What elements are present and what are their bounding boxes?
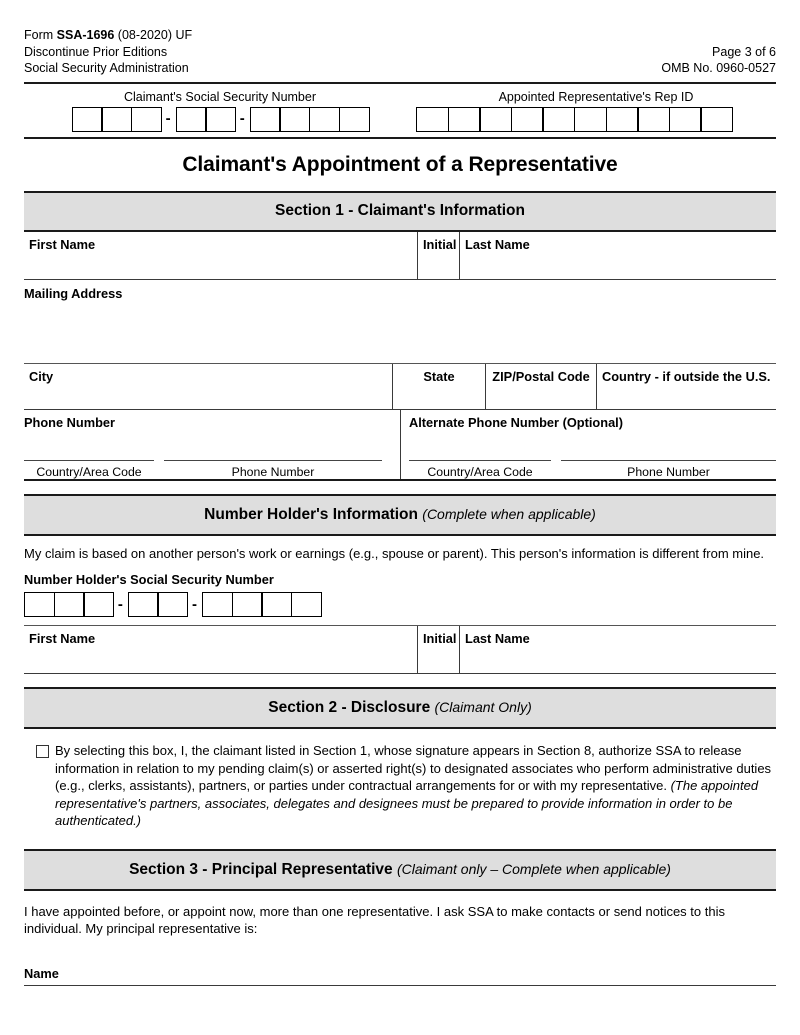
nh-first-name-field[interactable]: [24, 626, 417, 673]
ssn-digit-box[interactable]: [279, 107, 310, 132]
rep-id-label: Appointed Representative's Rep ID: [498, 89, 694, 104]
zip-label: ZIP/Postal Code: [492, 368, 590, 384]
ssn-part-1[interactable]: [72, 107, 161, 132]
state-label: State: [423, 368, 455, 384]
number-holder-title: Number Holder's Information: [204, 505, 423, 523]
identifier-row: [24, 90, 776, 132]
section-3-body: I have appointed before, or appoint now, more than one representative. I ask SSA to make contacts or send notices to this individual. My principal representative is:: [24, 903, 725, 936]
primary-country-area-code-input[interactable]: [24, 460, 154, 479]
nh-ssn-part-1[interactable]: [24, 592, 113, 617]
state-field[interactable]: [392, 364, 485, 409]
nh-ssn-separator: -: [192, 595, 198, 613]
country-field[interactable]: [596, 364, 776, 409]
claimant-initial-field[interactable]: [417, 232, 459, 279]
section-1-header: [24, 191, 776, 232]
number-holder-note: (Complete when applicable): [422, 505, 596, 522]
alternate-phone-number-label: Phone Number: [627, 464, 710, 479]
rep-id-box[interactable]: [669, 107, 702, 132]
ssn-separator: -: [165, 110, 171, 127]
nh-ssn-part-2[interactable]: [128, 592, 187, 617]
alternate-phone-number-input[interactable]: [561, 460, 776, 479]
city-field[interactable]: [24, 364, 392, 409]
section-1-title: Section 1 - Claimant's Information: [275, 201, 525, 219]
rep-id-boxes[interactable]: [416, 107, 776, 132]
identifier-divider: [24, 137, 776, 139]
section-2-note: (Claimant Only): [434, 699, 532, 715]
primary-country-area-code-label: Country/Area Code: [36, 464, 142, 479]
number-holder-ssn-label: Number Holder's Social Security Number: [24, 572, 274, 587]
city-label: City: [29, 368, 54, 384]
nh-ssn-digit-box[interactable]: [83, 592, 114, 617]
nh-ssn-digit-box[interactable]: [157, 592, 188, 617]
agency-name: Social Security Administration: [24, 61, 189, 75]
ssn-part-3[interactable]: [250, 107, 368, 132]
header-divider: [24, 82, 776, 84]
ssn-separator: -: [239, 110, 245, 127]
rep-id-box[interactable]: [574, 107, 607, 132]
number-holder-statement: My claim is based on another person's work or earnings (e.g., spouse or parent). This person's information is different from mine.: [24, 545, 765, 561]
nh-ssn-digit-box[interactable]: [24, 592, 55, 617]
form-header-right: [661, 27, 776, 77]
form-number: SSA-1696: [56, 28, 115, 42]
claimant-ssn-boxes[interactable]: [24, 107, 416, 132]
ssn-digit-box[interactable]: [339, 107, 370, 132]
form-edition: (08-2020) UF: [114, 28, 193, 42]
section-3-note: (Claimant only – Complete when applicable): [396, 860, 671, 877]
mailing-address-label: Mailing Address: [24, 285, 123, 301]
nh-ssn-digit-box[interactable]: [128, 592, 159, 617]
nh-last-name-field[interactable]: [459, 626, 776, 673]
discontinue-prior-editions: Discontinue Prior Editions: [24, 44, 168, 59]
rep-id-box[interactable]: [700, 107, 733, 132]
nh-ssn-separator: -: [117, 595, 123, 613]
city-state-zip-row: [24, 364, 776, 410]
nh-ssn-digit-box[interactable]: [202, 592, 233, 617]
claimant-first-name-label: First Name: [29, 236, 96, 252]
mailing-address-input[interactable]: [24, 301, 776, 363]
principal-representative-name-input[interactable]: [24, 985, 776, 986]
nh-last-name-label: Last Name: [465, 631, 530, 646]
section-2-title: Section 2 - Disclosure: [268, 699, 435, 716]
form-header-left: [24, 27, 192, 77]
nh-ssn-digit-box[interactable]: [54, 592, 85, 617]
nh-first-name-label: First Name: [29, 631, 96, 646]
rep-id-box[interactable]: [637, 107, 670, 132]
claimant-initial-label: Initial: [423, 236, 457, 252]
primary-phone-inputs: [24, 460, 400, 479]
form-header: [24, 0, 776, 77]
page-title: Claimant's Appointment of a Representative: [182, 152, 618, 176]
nh-initial-field[interactable]: [417, 626, 459, 673]
ssn-part-2[interactable]: [176, 107, 235, 132]
number-holder-ssn-boxes[interactable]: [24, 592, 776, 617]
primary-phone-number-input[interactable]: [164, 460, 382, 479]
alternate-country-area-code-label: Country/Area Code: [427, 464, 533, 479]
ssn-digit-box[interactable]: [72, 107, 103, 132]
number-holder-name-row: [24, 626, 776, 674]
form-identifier-line: [24, 27, 192, 44]
claimant-first-name-field[interactable]: [24, 232, 417, 279]
disclosure-checkbox[interactable]: [36, 745, 49, 758]
principal-representative-name-label: Name: [24, 965, 59, 981]
ssn-digit-box[interactable]: [205, 107, 236, 132]
alternate-phone-label: Alternate Phone Number (Optional): [409, 414, 624, 430]
rep-id-box[interactable]: [511, 107, 544, 132]
nh-ssn-digit-box[interactable]: [232, 592, 263, 617]
rep-id-box[interactable]: [479, 107, 512, 132]
disclosure-consent-row: [24, 729, 776, 836]
rep-id-box[interactable]: [606, 107, 639, 132]
alternate-phone-inputs: [409, 460, 776, 479]
ssn-digit-box[interactable]: [309, 107, 340, 132]
claimant-ssn-label: Claimant's Social Security Number: [123, 89, 317, 104]
disclosure-text-italic: (The appointed representative's partners, associates, delegates and designees must be prepared to provide information in order to be authenticated.): [55, 778, 759, 828]
primary-phone-number-label: Phone Number: [231, 464, 315, 479]
nh-ssn-part-3[interactable]: [202, 592, 320, 617]
ssn-digit-box[interactable]: [176, 107, 207, 132]
claimant-name-row: [24, 232, 776, 280]
alternate-phone-group: [400, 410, 776, 479]
ssn-digit-box[interactable]: [101, 107, 132, 132]
ssn-digit-box[interactable]: [131, 107, 162, 132]
phone-row: [24, 410, 776, 481]
primary-phone-group: [24, 410, 400, 479]
section-3-title: Section 3 - Principal Representative: [129, 860, 397, 878]
alternate-country-area-code-input[interactable]: [409, 460, 551, 479]
phone-number-label: Phone Number: [24, 414, 116, 430]
claimant-last-name-label: Last Name: [465, 236, 530, 252]
number-holder-header: [24, 494, 776, 536]
country-label: Country - if outside the U.S.: [602, 368, 771, 384]
ssn-digit-box[interactable]: [250, 107, 281, 132]
nh-initial-label: Initial: [423, 631, 457, 646]
rep-id-box[interactable]: [542, 107, 575, 132]
page-number: Page 3 of 6: [712, 44, 776, 59]
nh-ssn-digit-box[interactable]: [261, 592, 292, 617]
claimant-ssn-group: [24, 90, 416, 132]
form-label-prefix: Form: [24, 28, 57, 42]
rep-id-box[interactable]: [416, 107, 449, 132]
nh-ssn-digit-box[interactable]: [291, 592, 322, 617]
disclosure-text: [55, 742, 776, 830]
section-2-header: [24, 687, 776, 729]
omb-number: OMB No. 0960-0527: [661, 61, 776, 75]
rep-id-group: [416, 90, 776, 132]
rep-id-box[interactable]: [448, 107, 481, 132]
claimant-last-name-field[interactable]: [459, 232, 776, 279]
disclosure-text-regular: By selecting this box, I, the claimant listed in Section 1, whose signature appears in Section 8, authorize SSA to release information in relation to my pending claim(s) or asserted right(s) to designated associates who perform administrative duties (e.g., clerks, assistants), partners, or parties under contractual arrangements for or with my representative.: [55, 743, 772, 793]
zip-field[interactable]: [485, 364, 596, 409]
section-3-header: [24, 849, 776, 891]
